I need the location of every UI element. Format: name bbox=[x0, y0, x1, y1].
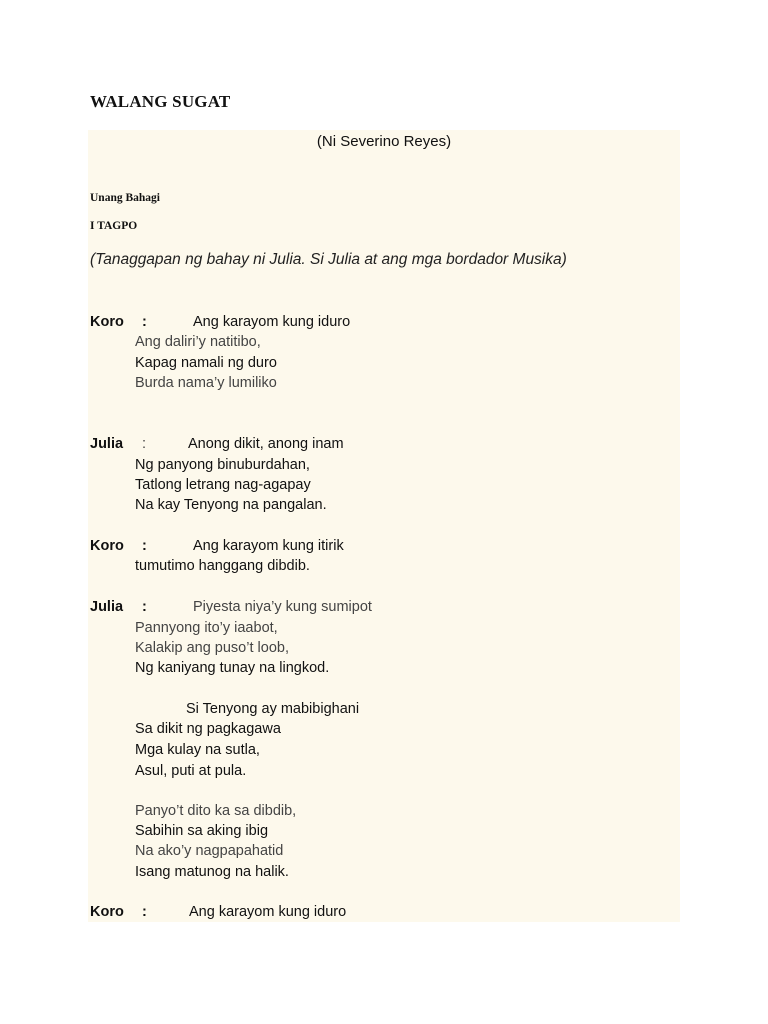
lyric-line: Ng panyong binuburdahan, bbox=[135, 457, 310, 473]
lyric-line: Mga kulay na sutla, bbox=[135, 742, 260, 758]
lyric-line: tumutimo hanggang dibdib. bbox=[135, 558, 310, 574]
lyric-line: Burda nama’y lumiliko bbox=[135, 375, 277, 391]
part-heading: Unang Bahagi bbox=[90, 192, 160, 204]
speaker-label: Koro bbox=[90, 904, 124, 920]
speaker-colon: : bbox=[142, 538, 147, 554]
author-line: (Ni Severino Reyes) bbox=[316, 133, 452, 150]
lyric-line: Anong dikit, anong inam bbox=[188, 436, 344, 452]
lyric-line: Ng kaniyang tunay na lingkod. bbox=[135, 660, 330, 676]
speaker-colon: : bbox=[142, 436, 147, 452]
speaker-label: Julia bbox=[90, 436, 124, 452]
lyric-line: Kapag namali ng duro bbox=[135, 355, 277, 371]
lyric-line: Sa dikit ng pagkagawa bbox=[135, 721, 281, 737]
speaker-colon: : bbox=[142, 314, 147, 330]
lyric-line: Ang karayom kung itirik bbox=[193, 538, 344, 554]
speaker-label: Koro bbox=[90, 314, 124, 330]
lyric-line: Ang karayom kung iduro bbox=[189, 904, 347, 920]
lyric-line: Kalakip ang puso’t loob, bbox=[135, 640, 289, 656]
lyric-line: Tatlong letrang nag-agapay bbox=[135, 477, 311, 493]
lyric-line: Na ako’y nagpapahatid bbox=[135, 843, 284, 859]
lyric-line: Ang karayom kung iduro bbox=[193, 314, 351, 330]
lyric-line: Piyesta niya’y kung sumipot bbox=[193, 599, 372, 615]
speaker-label: Julia bbox=[90, 599, 124, 615]
document-title: WALANG SUGAT bbox=[90, 92, 231, 111]
lyric-line: Panyo’t dito ka sa dibdib, bbox=[135, 803, 297, 819]
lyric-line: Isang matunog na halik. bbox=[135, 864, 289, 880]
lyric-line: Ang daliri’y natitibo, bbox=[135, 334, 261, 350]
speaker-colon: : bbox=[142, 904, 147, 920]
scene-heading: I TAGPO bbox=[90, 220, 138, 232]
lyric-line: Si Tenyong ay mabibighani bbox=[186, 701, 360, 717]
stage-direction: (Tanaggapan ng bahay ni Julia. Si Julia at ang mga bordador Musika) bbox=[90, 251, 567, 268]
lyric-line: Pannyong ito’y iaabot, bbox=[135, 620, 278, 636]
speaker-colon: : bbox=[142, 599, 147, 615]
lyric-line: Asul, puti at pula. bbox=[135, 763, 247, 779]
speaker-label: Koro bbox=[90, 538, 124, 554]
lyric-line: Na kay Tenyong na pangalan. bbox=[135, 497, 327, 513]
lyric-line: Sabihin sa aking ibig bbox=[135, 823, 269, 839]
